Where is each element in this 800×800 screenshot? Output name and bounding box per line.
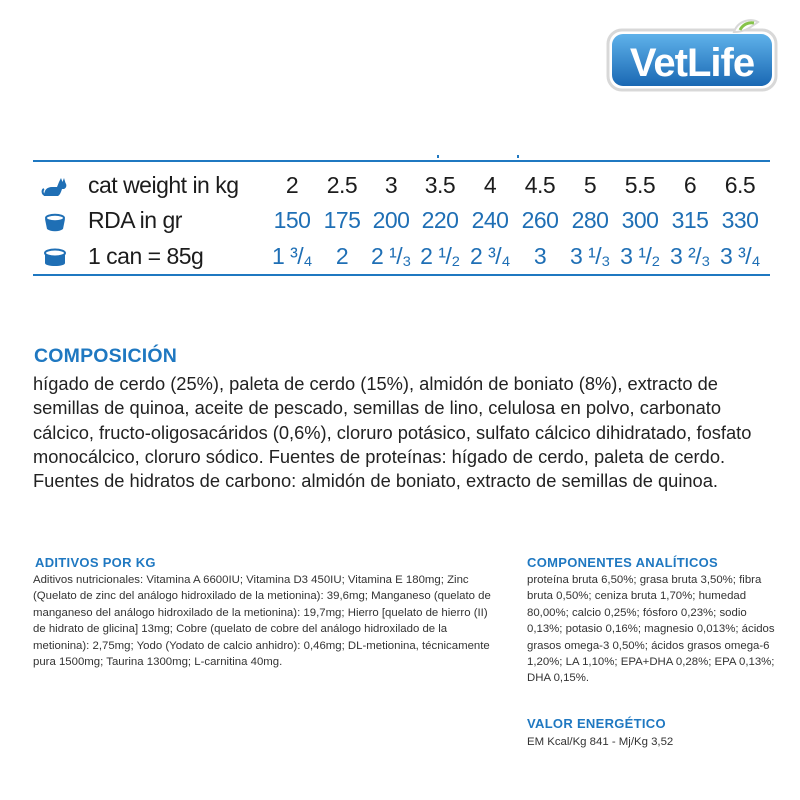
table-cell: 330 — [721, 207, 759, 233]
table-cell: 3 — [533, 243, 547, 269]
table-cell: 4 — [483, 172, 497, 198]
table-cell: 2 ¹/₂ — [420, 243, 460, 269]
table-cell: 2 ¹/₃ — [370, 243, 412, 269]
row-label: RDA in gr — [88, 207, 182, 233]
table-cell: 4.5 — [524, 172, 556, 198]
rule-tick — [517, 155, 519, 158]
componentes-heading: COMPONENTES ANALÍTICOS — [527, 555, 719, 570]
table-cell: 5.5 — [624, 172, 656, 198]
table-cell: 3 ¹/₂ — [620, 243, 660, 269]
table-cell: 280 — [571, 207, 609, 233]
table-bottom-rule — [33, 274, 770, 276]
aditivos-heading: ADITIVOS POR KG — [35, 555, 156, 570]
table-cell: 3 ¹/₃ — [569, 243, 611, 269]
table-cell: 1 ³/₄ — [271, 243, 313, 269]
vetlife-logo — [606, 18, 778, 92]
cat-icon — [41, 176, 69, 198]
table-cell: 300 — [621, 207, 659, 233]
row-label: 1 can = 85g — [88, 243, 204, 269]
row-label: cat weight in kg — [88, 172, 239, 198]
table-cell: 3 ²/₃ — [669, 243, 711, 269]
table-cell: 3 ³/₄ — [719, 243, 761, 269]
composicion-text: hígado de cerdo (25%), paleta de cerdo (15%), almidón de boniato (8%), extracto de semillas de quinoa, aceite de pescado, semillas de lino, celulosa en polvo, carbonato cálcico, fructo-oligosacáridos (0,6%), cloruro potásico, sulfato cálcico dihidratado, fosfato monocálcico, cloruro sódico. Fuentes de proteínas: hígado de cerdo, paleta de cerdo. Fuentes de hidratos de carbono: almidón de boniato, extracto de semillas de quinoa. — [33, 373, 752, 492]
table-cell: 150 — [273, 207, 311, 233]
table-cell: 2 — [285, 172, 299, 198]
table-cell: 200 — [372, 207, 410, 233]
table-cell: 3 — [384, 172, 398, 198]
table-top-rule — [33, 160, 770, 162]
logo-text: VetLife — [629, 41, 755, 85]
rule-tick — [437, 155, 439, 158]
table-row-cat-weight — [33, 169, 770, 203]
table-cell: 220 — [421, 207, 459, 233]
table-cell: 5 — [583, 172, 597, 198]
table-cell: 240 — [471, 207, 509, 233]
table-cell: 6.5 — [724, 172, 756, 198]
table-cell: 6 — [683, 172, 697, 198]
table-row-can — [33, 240, 770, 274]
composicion-heading: COMPOSICIÓN — [34, 345, 178, 367]
table-cell: 175 — [323, 207, 361, 233]
valor-energetico-heading: VALOR ENERGÉTICO — [527, 716, 666, 731]
table-cell: 315 — [671, 207, 709, 233]
table-cell: 2.5 — [326, 172, 358, 198]
table-cell: 2 ³/₄ — [469, 243, 511, 269]
table-cell: 260 — [521, 207, 559, 233]
table-cell: 2 — [335, 243, 349, 269]
feeding-table — [33, 160, 770, 276]
table-cell: 3.5 — [424, 172, 456, 198]
valor-energetico-text: EM Kcal/Kg 841 - Mj/Kg 3,52 — [527, 736, 674, 748]
componentes-text: proteína bruta 6,50%; grasa bruta 3,50%; fibra bruta 0,50%; ceniza bruta 1,70%; humedad 80,00%; calcio 0,25%; fósforo 0,23%; sodio 0,13%; potasio 0,16%; magnesio 0,013%; ácidos grasos omega-3 0,50%; ácidos grasos omega-6 1,20%; LA 1,10%; EPA+DHA 0,28%; EPA 0,13%; DHA 0,15%. — [527, 574, 775, 685]
bowl-icon — [41, 211, 69, 233]
can-icon — [41, 247, 69, 269]
aditivos-text: Aditivos nutricionales: Vitamina A 6600IU; Vitamina D3 450IU; Vitamina E 180mg; Zinc (Quelato de zinc del análogo hidroxilado de la metionina): 39,6mg; Manganeso (quelato de manganeso del análogo hidroxilado de la metionina): 19,7mg; Hierro [quelato de hierro (II) de hidrato de glicina] 13mg; Cobre (quelato de cobre del análogo hidroxilado de la metionina): 2,75mg; Yodo (Yodato de calcio anhidro): 0,46mg; DL-metionina, técnicamente pura 1500mg; Taurina 1300mg; L-carnitina 40mg. — [33, 574, 491, 669]
table-row-rda — [33, 204, 770, 238]
